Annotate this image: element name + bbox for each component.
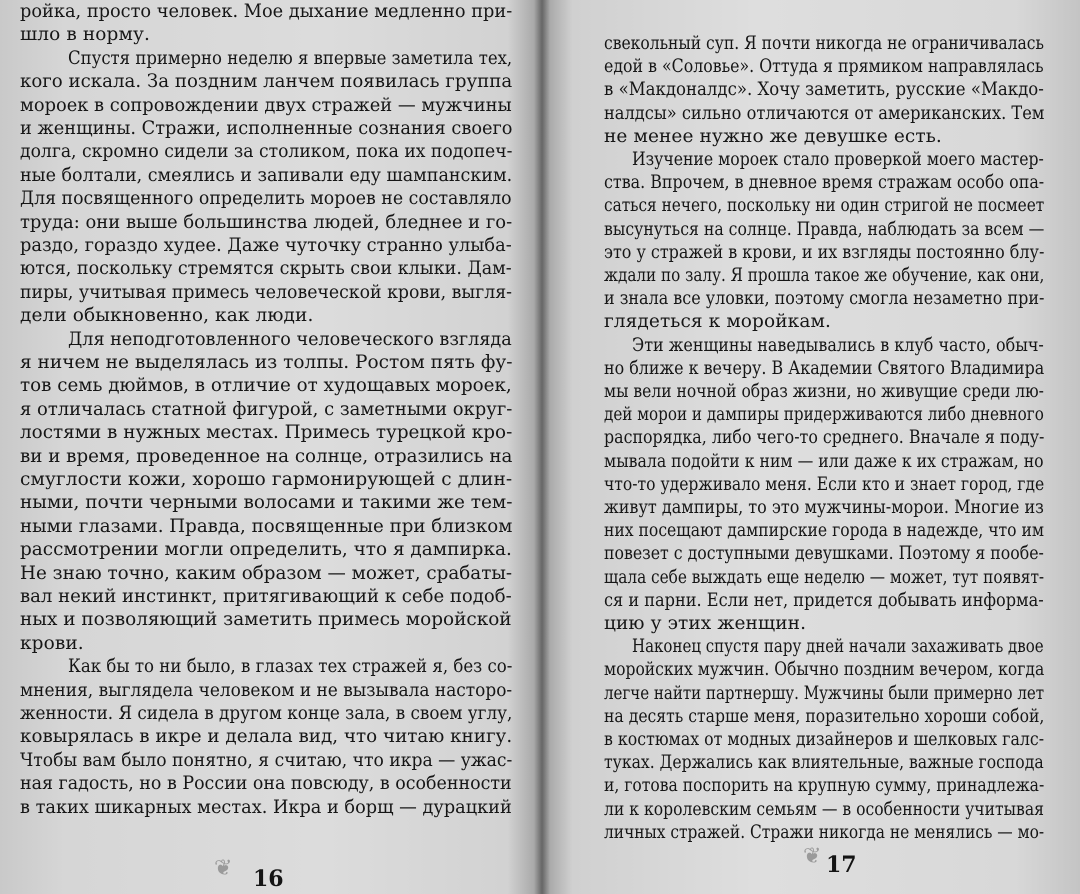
right_page-text-line: цию у этих женщин.: [604, 613, 807, 634]
left_page-text-line: ные болтали, смеялись и запивали еду шампанским.: [20, 164, 513, 186]
right_page-text-line: в костюмах от модных дизайнеров и шелковых галс-: [604, 729, 1045, 750]
left_page-text-line: женности. Я сидела в другом конце зала, в своем углу,: [20, 703, 513, 724]
right-page: [552, 0, 1080, 894]
right_page-text-line: ства. Впрочем, в дневное время стражам особо опа-: [604, 172, 1045, 194]
left_page-text-line: раздо, гораздо худее. Даже чуточку странно улыба-: [20, 235, 512, 256]
right_page-text-line: и знала все уловки, поэтому смогла незаметно при-: [604, 288, 1045, 310]
left_page-text-line: крови.: [20, 632, 84, 654]
right_page-text-line: высунуться на солнце. Правда, наблюдать за всем —: [604, 218, 1045, 240]
right_page-text-line: моройских мужчин. Обычно поздним вечером, когда: [604, 659, 1045, 681]
left_page-text-line: труда: они выше большинства людей, бледнее и го-: [20, 211, 513, 233]
left_page-text-line: пиры, учитывая примесь человеческой крови, выгля-: [20, 281, 513, 303]
right_page-text-line: ждали по залу. Я прошла такое же обучение, как они,: [604, 265, 1045, 286]
left_page-text-line: Для неподготовленного человеческого взгляда: [68, 328, 512, 350]
right_page-text-line: что-то удерживало меня. Если кто и знает город, где: [604, 473, 1045, 495]
left_page-text-line: ковырялась в икре и делала вид, что читаю книгу.: [20, 726, 513, 748]
left_page-text-line: Для посвященного определить мороев не составляло: [20, 188, 512, 210]
right_page-text-line: щала себе выждать еще неделю — может, тут появят-: [604, 566, 1045, 588]
left_page-text-line: ви и время, проведенное на солнце, отразились на: [20, 445, 513, 467]
right_page-text-line: но ближе к вечеру. В Академии Святого Владимира: [604, 357, 1045, 379]
left_page-text-line: ными глазами. Правда, посвященные при близком: [20, 515, 513, 537]
right_page-text-line: распорядка, либо чего-то среднего. Вначале я поду-: [604, 427, 1045, 449]
left_page-text-line: долга, скромно сидели за столиком, пока их подопеч-: [20, 141, 513, 163]
left_page-text-line: шло в норму.: [20, 24, 150, 46]
right_page-text-line: личных стражей. Стражи никогда не менялись — мо-: [604, 821, 1045, 843]
left-page: [0, 0, 535, 894]
left_page-text-line: Как бы то ни было, в глазах тех стражей я, без со-: [68, 656, 513, 678]
left_page-text-line: ных и позволяющий заметить примесь моройской: [20, 609, 512, 631]
right_page-text-line: на десять старше меня, поразительно хороши собой,: [604, 705, 1045, 727]
left-page-number: 16: [253, 866, 284, 892]
left_page-text-line: мороек в сопровождении двух стражей — мужчины: [20, 94, 512, 116]
left_page-text-line: ются, поскольку стремятся скрыть свои клыки. Дам-: [20, 258, 512, 280]
left_page-text-line: мнения, выглядела человеком и не вызывала насторо-: [20, 679, 513, 701]
left_page-text-line: я отличалась статной фигурой, с заметными округ-: [20, 398, 513, 420]
left_page-text-line: я ничем не выделялась из толпы. Ростом пять фу-: [20, 352, 513, 373]
book-gutter: [534, 0, 550, 894]
left_page-text-line: Спустя примерно неделю я впервые заметила тех,: [68, 47, 513, 69]
left_page-text-line: лостями в нужных местах. Примесь турецкой кро-: [20, 422, 513, 444]
right_page-text-line: не менее нужно же девушке есть.: [604, 125, 942, 147]
right_page-text-line: Изучение мороек стало проверкой моего мастер-: [632, 149, 1044, 170]
left_page-text-line: ная гадость, но в России она повсюду, в особенности: [20, 773, 512, 795]
left_page-text-line: тов семь дюймов, в отличие от худощавых мороек,: [20, 375, 512, 397]
left_page-text-line: дели обыкновенно, как люди.: [20, 305, 314, 327]
right_page-text-line: них посещают дампирские города в надежде, что им: [604, 520, 1045, 542]
right_page-text-line: дей морои и дампиры придерживаются либо дневного: [604, 404, 1044, 426]
right_page-text-line: саться нечего, поскольку ни один стригой не посмеет: [604, 195, 1045, 217]
right_page-text-line: живут дампиры, то это мужчины-морои. Многие из: [604, 497, 1044, 518]
left_page-text-line: смуглости кожи, хорошо гармонирующей с длин-: [20, 469, 513, 490]
right_page-text-line: мы вели ночной образ жизни, но живущие среди лю-: [604, 381, 1044, 402]
right_page-text-line: туках. Держались как влиятельные, важные господа: [604, 752, 1044, 774]
left_page-text-line: ными, почти черными волосами и такими же тем-: [20, 492, 513, 514]
right_page-text-line: ли к королевским семьям — в особенности учитывая: [604, 798, 1044, 820]
right_page-text-line: это у стражей в крови, и их взгляды постоянно блу-: [604, 241, 1045, 263]
right_page-text-line: в «Макдоналдс». Хочу заметить, русские «Макдо-: [604, 79, 1044, 101]
left_page-text-line: в таких шикарных местах. Икра и борщ — дурацкий: [20, 796, 512, 818]
right-page-number: 17: [826, 852, 857, 878]
right_page-text-line: ся и парни. Если нет, придется добывать информа-: [604, 589, 1044, 611]
left_page-text-line: вал некий инстинкт, притягивающий к себе подоб-: [20, 586, 512, 607]
right_page-text-line: мывала подойти к ним — или даже к их стражам, но: [604, 450, 1044, 472]
right_page-text-line: глядеться к моройкам.: [604, 311, 831, 333]
right_page-text-line: налдсы» сильно отличаются от американских. Тем: [604, 102, 1045, 124]
right_page-text-line: и, готова поспорить на крупную сумму, принадлежа-: [604, 775, 1045, 797]
right_page-text-line: Эти женщины наведывались в клуб часто, обыч-: [632, 334, 1044, 356]
left_page-text-line: рассмотрении могли определить, что я дампирка.: [20, 539, 512, 561]
right-page-ornament: ❦: [803, 844, 822, 869]
right_page-text-line: повезет с доступными девушками. Поэтому я пообе-: [604, 543, 1044, 565]
left_page-text-line: Не знаю точно, каким образом — может, срабаты-: [20, 562, 513, 584]
left_page-text-line: кого искала. За поздним ланчем появилась группа: [20, 71, 513, 93]
left-page-ornament: ❦: [214, 856, 233, 881]
left_page-text-line: и женщины. Стражи, исполненные сознания своего: [20, 118, 513, 139]
right_page-text-line: легче найти партнершу. Мужчины были примерно лет: [604, 682, 1045, 704]
right_page-text-line: свекольный суп. Я почти никогда не ограничивалась: [604, 33, 1044, 54]
left_page-text-line: ройка, просто человек. Мое дыхание медленно при-: [20, 1, 513, 22]
right_page-text-line: едой в «Соловье». Оттуда я прямиком направлялась: [604, 56, 1044, 78]
right_page-text-line: Наконец спустя пару дней начали захаживать двое: [632, 636, 1044, 658]
left_page-text-line: Чтобы вам было понятно, я считаю, что икра — ужас-: [20, 749, 513, 771]
